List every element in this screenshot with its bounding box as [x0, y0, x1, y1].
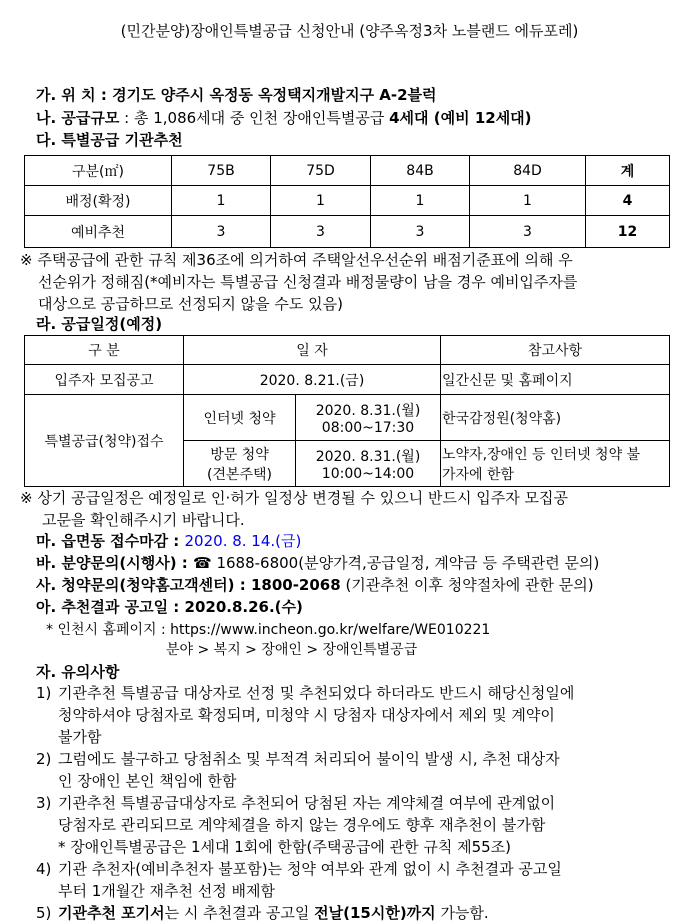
schedule-note: [441, 441, 670, 487]
caution-line: * 장애인특별공급은 1세대 1회에 한함(주택공급에 관한 규칙 제55조): [58, 838, 512, 856]
quota-note-line: 선순위가 정해짐(*예비자는 특별공급 신청결과 배정물량이 남을 경우 예비입주자를: [38, 273, 578, 291]
schedule-header: 일 자: [184, 336, 441, 365]
table-row: [25, 365, 670, 395]
caution-line: 그럼에도 불구하고 당첨취소 및 부적격 처리되어 불이익 발생 시, 추천 대상자: [58, 750, 560, 768]
sales-phone: 1688-6800: [216, 554, 299, 572]
schedule-date-line: 2020. 8.31.(월): [315, 402, 421, 419]
schedule-type: 인터넷 청약: [184, 395, 296, 441]
caution-line: 기관추천 특별공급 대상자로 선정 및 추천되었다 하더라도 반드시 해당신청일에: [58, 684, 575, 702]
caution-bold: 전날(15시한)까지: [314, 904, 436, 922]
table-row: [25, 395, 670, 441]
section-cautions: 자. 유의사항: [36, 663, 120, 681]
quota-note-line: 대상으로 공급하므로 선정되지 않을 수도 있음): [38, 295, 344, 313]
deadline-date: 2020. 8. 14.(금): [184, 532, 302, 550]
caution-line: 기관 추천자(예비추천자 불포함)는 청약 여부와 관계 없이 시 추천결과 공고일: [58, 860, 562, 878]
quota-total: 4: [586, 186, 670, 216]
quota-cell: 1: [470, 186, 586, 216]
quota-cell: 예비추천: [25, 216, 172, 248]
schedule-table: [24, 335, 670, 487]
quota-total: 12: [586, 216, 670, 248]
subscription-inquiry-note: (기관추천 이후 청약절차에 관한 문의): [340, 576, 594, 594]
schedule-type-line: (견본주택): [206, 466, 273, 483]
caution-line: 당첨자로 관리되므로 계약체결을 하지 않는 경우에도 향후 재추천이 불가함: [58, 816, 546, 834]
schedule-category: 입주자 모집공고: [25, 365, 184, 395]
caution-number: 1): [36, 684, 52, 702]
quota-cell: 1: [371, 186, 470, 216]
section-sales-inquiry: [36, 552, 599, 573]
schedule-note-line: ※ 상기 공급일정은 예정일로 인·허가 일정상 변경될 수 있으니 반드시 입주자 모집공: [20, 489, 568, 507]
schedule-note-text: [20, 487, 568, 531]
supply-scale-text: : 총 1,086세대 중 인천 장애인특별공급: [119, 109, 390, 127]
schedule-time-line: 10:00~14:00: [321, 465, 415, 482]
sales-inquiry-label: 바. 분양문의(시행사) :: [36, 554, 193, 572]
schedule-note-line: 가자에 한함: [442, 466, 515, 483]
schedule-note: 한국감정원(청약홈): [441, 395, 670, 441]
caution-line: 청약하셔야 당첨자로 확정되며, 미청약 시 당첨자 대상자에서 제외 및 계약이: [58, 706, 555, 724]
schedule-type-line: 방문 청약: [210, 446, 269, 463]
sales-inquiry-note: (분양가격,공급일정, 계약금 등 주택관련 문의): [298, 554, 600, 572]
caution-bold: 기관추천 포기서: [58, 904, 165, 922]
deadline-label: 마. 읍면동 접수마감 :: [36, 532, 185, 550]
schedule-type: [184, 441, 296, 487]
phone-icon: ☎: [193, 554, 212, 572]
quota-cell: 3: [371, 216, 470, 248]
section-schedule: 라. 공급일정(예정): [36, 315, 163, 333]
quota-cell: 1: [271, 186, 371, 216]
section-supply-scale: [36, 107, 532, 128]
list-item: [36, 792, 574, 858]
list-item: [36, 858, 574, 902]
subscription-inquiry-label: 사. 청약문의(청약홈고객센터) : 1800-2068: [36, 576, 341, 594]
schedule-date-line: 2020. 8.31.(월): [315, 448, 421, 465]
list-item: [36, 902, 574, 924]
section-institution-recommend: 다. 특별공급 기관추천: [36, 131, 183, 149]
cautions-list: [36, 682, 574, 924]
quota-cell: 3: [470, 216, 586, 248]
schedule-header: 구 분: [25, 336, 184, 365]
schedule-header: 참고사항: [441, 336, 670, 365]
caution-number: 2): [36, 750, 52, 768]
quota-cell: 3: [172, 216, 271, 248]
schedule-date: 2020. 8.21.(금): [184, 365, 441, 395]
schedule-time-line: 08:00~17:30: [321, 419, 415, 436]
table-row: [25, 186, 670, 216]
caution-line: 부터 1개월간 재추천 선정 배제함: [58, 882, 275, 900]
quota-header: 75D: [271, 156, 371, 186]
list-item: [36, 682, 574, 748]
quota-header: 구분(㎡): [25, 156, 172, 186]
supply-scale-label: 나. 공급규모: [36, 109, 120, 127]
table-row: [25, 216, 670, 248]
section-subscription-inquiry: [36, 574, 594, 595]
quota-cell: 1: [172, 186, 271, 216]
section-deadline: [36, 530, 301, 551]
schedule-category: 특별공급(청약)접수: [25, 395, 184, 487]
quota-header: 84B: [371, 156, 470, 186]
schedule-note-line: 고문을 확인해주시기 바랍니다.: [42, 511, 245, 529]
quota-cell: 배정(확정): [25, 186, 172, 216]
schedule-note-line: 노약자,장애인 등 인터넷 청약 불: [442, 446, 641, 463]
caution-line: 기관추천 특별공급대상자로 추천되어 당첨된 자는 계약체결 여부에 관계없이: [58, 794, 556, 812]
caution-line: 인 장애인 본인 책임에 한함: [58, 772, 237, 790]
quota-note: [20, 249, 577, 315]
caution-text: 가능함.: [435, 904, 489, 922]
schedule-date: [296, 441, 441, 487]
quota-header-total: 계: [586, 156, 670, 186]
location-label: 가. 위 치 :: [36, 86, 113, 104]
caution-number: 4): [36, 860, 52, 878]
caution-line: 불가함: [58, 728, 102, 746]
location-value: 경기도 양주시 옥정동 옥정택지개발지구 A-2블럭: [112, 86, 437, 104]
quota-cell: 3: [271, 216, 371, 248]
caution-number: 5): [36, 904, 52, 922]
section-result-date: 아. 추천결과 공고일 : 2020.8.26.(수): [36, 598, 303, 616]
quota-header: 84D: [470, 156, 586, 186]
caution-number: 3): [36, 794, 52, 812]
schedule-date: [296, 395, 441, 441]
quota-header-row: [25, 156, 670, 186]
homepage-path: 분야 > 복지 > 장애인 > 장애인특별공급: [166, 642, 418, 658]
quota-note-line: ※ 주택공급에 관한 규칙 제36조에 의거하여 주택알선우선순위 배점기준표에 의해 우: [20, 251, 573, 269]
page-title: (민간분양)장애인특별공급 신청안내 (양주옥정3차 노블랜드 에듀포레): [120, 22, 579, 40]
quota-header: 75B: [172, 156, 271, 186]
quota-table: [24, 155, 670, 248]
supply-scale-bold: 4세대 (예비 12세대): [389, 109, 532, 127]
schedule-header-row: [25, 336, 670, 365]
schedule-note: 일간신문 및 홈페이지: [441, 365, 670, 395]
homepage-link[interactable]: * 인천시 홈페이지 : https://www.incheon.go.kr/welfare/WE010221: [46, 622, 491, 638]
caution-text: 는 시 추천결과 공고일: [164, 904, 315, 922]
section-location: [36, 84, 437, 105]
list-item: [36, 748, 574, 792]
